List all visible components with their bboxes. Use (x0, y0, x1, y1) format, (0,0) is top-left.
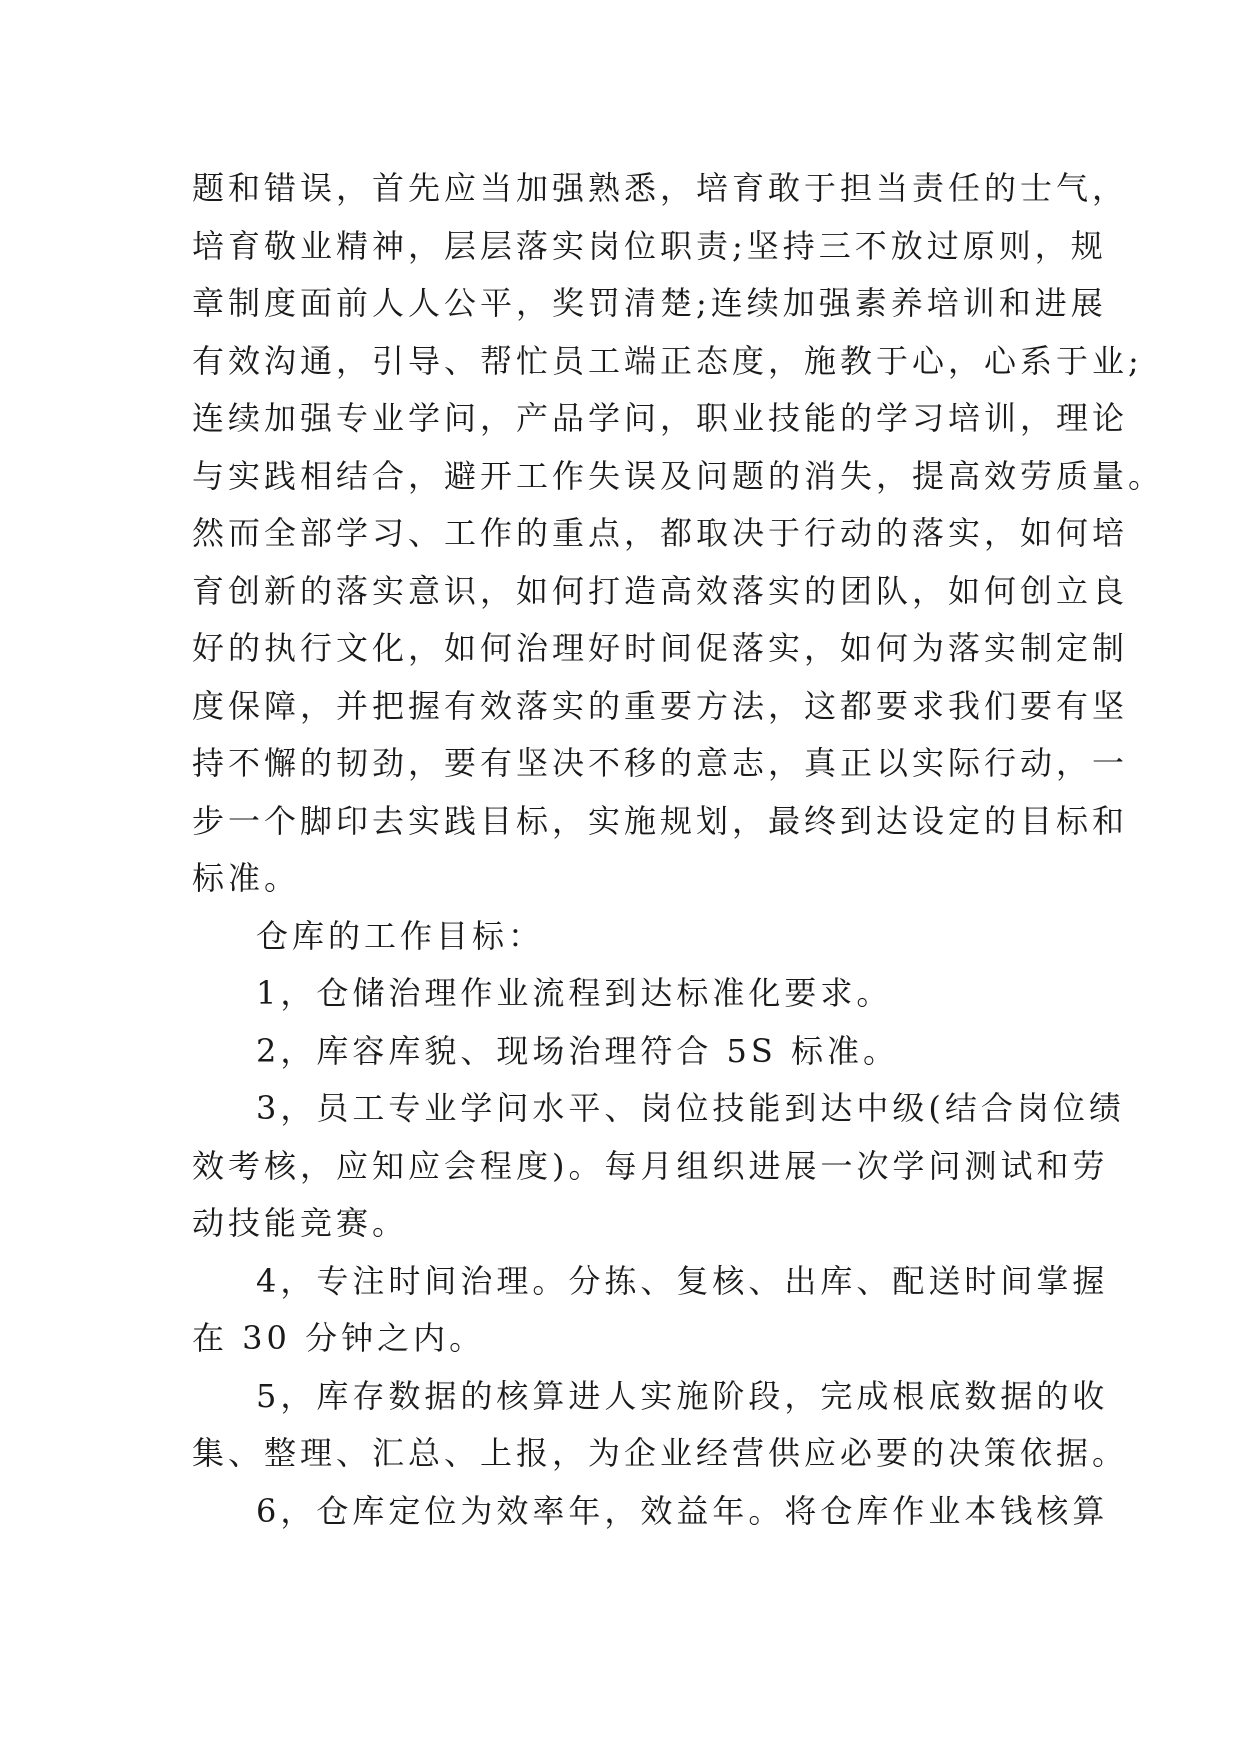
text-line: 有效沟通，引导、帮忙员工端正态度，施教于心，心系于业; (192, 341, 1143, 380)
list-item: 4，专注时间治理。分拣、复核、出库、配送时间掌握 (256, 1261, 1109, 1300)
text-line: 效考核，应知应会程度)。每月组织进展一次学问测试和劳 (192, 1146, 1109, 1185)
list-item: 3，员工专业学问水平、岗位技能到达中级(结合岗位绩 (256, 1089, 1125, 1127)
text-line: 标准。 (192, 859, 301, 897)
list-item: 5，库存数据的核算进人实施阶段，完成根底数据的收 (256, 1376, 1109, 1415)
text-line: 连续加强专业学问，产品学问，职业技能的学习培训，理论 (192, 399, 1129, 437)
text-line: 题和错误，首先应当加强熟悉，培育敢于担当责任的士气， (192, 169, 1129, 207)
text-line: 培育敬业精神，层层落实岗位职责;坚持三不放过原则，规 (192, 226, 1107, 265)
text-line: 育创新的落实意识，如何打造高效落实的团队，如何创立良 (192, 571, 1129, 610)
list-item: 6，仓库定位为效率年，效益年。将仓库作业本钱核算 (256, 1491, 1109, 1530)
text-line: 持不懈的韧劲，要有坚决不移的意志，真正以实际行动，一 (192, 744, 1129, 782)
body-text (192, 160, 1165, 1540)
text-line: 然而全部学习、工作的重点，都取决于行动的落实，如何培 (192, 514, 1129, 552)
text-line: 章制度面前人人公平，奖罚清楚;连续加强素养培训和进展 (192, 284, 1107, 322)
section-heading: 仓库的工作目标： (256, 916, 545, 955)
list-item: 1，仓储治理作业流程到达标准化要求。 (256, 974, 893, 1012)
text-line: 步一个脚印去实践目标，实施规划，最终到达设定的目标和 (192, 801, 1129, 840)
text-line: 与实践相结合，避开工作失误及问题的消失，提高效劳质量。 (192, 456, 1165, 495)
text-line: 动技能竞赛。 (192, 1204, 409, 1242)
text-line: 在 30 分钟之内。 (192, 1319, 486, 1357)
text-line: 度保障，并把握有效落实的重要方法，这都要求我们要有坚 (192, 686, 1129, 725)
list-item: 2，库容库貌、现场治理符合 5S 标准。 (256, 1031, 899, 1070)
text-line: 好的执行文化，如何治理好时间促落实，如何为落实制定制 (192, 629, 1129, 667)
text-line: 集、整理、汇总、上报，为企业经营供应必要的决策依据。 (192, 1434, 1129, 1472)
